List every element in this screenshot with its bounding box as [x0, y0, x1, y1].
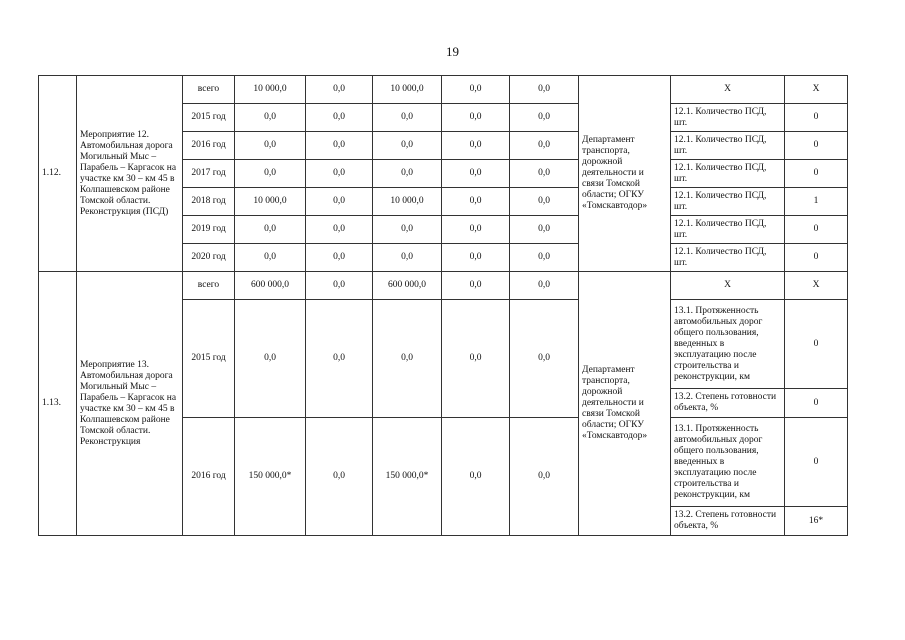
regional-funding-cell: 600 000,0 — [373, 272, 442, 300]
federal-funding-cell: 0,0 — [306, 418, 373, 536]
total-funding-cell: 0,0 — [235, 104, 306, 132]
indicator-value-cell: Х — [785, 76, 848, 104]
regional-funding-cell: 0,0 — [373, 104, 442, 132]
year-cell: 2020 год — [183, 244, 235, 272]
year-cell: 2017 год — [183, 160, 235, 188]
total-funding-cell: 600 000,0 — [235, 272, 306, 300]
indicator-cell: 13.2. Степень готовности объекта, % — [671, 507, 785, 536]
total-funding-cell: 0,0 — [235, 300, 306, 418]
local-funding-cell: 0,0 — [442, 300, 510, 418]
federal-funding-cell: 0,0 — [306, 104, 373, 132]
indicator-cell: Х — [671, 272, 785, 300]
table-row — [39, 76, 848, 104]
year-cell: 2019 год — [183, 216, 235, 244]
item-name: Мероприятие 13. Автомобильная дорога Могильный Мыс – Парабель – Каргасок на участке км 30 – км 45 в Колпашевском районе Томской области. Реконструкция — [77, 272, 183, 536]
local-funding-cell: 0,0 — [442, 244, 510, 272]
year-cell: 2016 год — [183, 132, 235, 160]
indicator-value-cell: 0 — [785, 160, 848, 188]
local-funding-cell: 0,0 — [442, 104, 510, 132]
indicator-cell: 12.1. Количество ПСД, шт. — [671, 188, 785, 216]
extrabudget-funding-cell: 0,0 — [510, 132, 579, 160]
indicator-value-cell: 0 — [785, 300, 848, 389]
total-funding-cell: 0,0 — [235, 160, 306, 188]
indicator-value-cell: 0 — [785, 132, 848, 160]
indicator-value-cell: 0 — [785, 104, 848, 132]
indicator-value-cell: 0 — [785, 389, 848, 418]
indicator-cell: 12.1. Количество ПСД, шт. — [671, 104, 785, 132]
regional-funding-cell: 0,0 — [373, 160, 442, 188]
federal-funding-cell: 0,0 — [306, 244, 373, 272]
indicator-value-cell: Х — [785, 272, 848, 300]
extrabudget-funding-cell: 0,0 — [510, 272, 579, 300]
indicator-cell: 13.2. Степень готовности объекта, % — [671, 389, 785, 418]
indicator-cell: 12.1. Количество ПСД, шт. — [671, 160, 785, 188]
local-funding-cell: 0,0 — [442, 132, 510, 160]
regional-funding-cell: 10 000,0 — [373, 188, 442, 216]
federal-funding-cell: 0,0 — [306, 132, 373, 160]
indicator-cell: 13.1. Протяженность автомобильных дорог общего пользования, введенных в эксплуатацию после строительства и реконструкции, км — [671, 418, 785, 507]
indicator-value-cell: 0 — [785, 418, 848, 507]
year-cell: 2015 год — [183, 300, 235, 418]
indicator-cell: 12.1. Количество ПСД, шт. — [671, 244, 785, 272]
program-table — [38, 75, 848, 536]
extrabudget-funding-cell: 0,0 — [510, 418, 579, 536]
indicator-value-cell: 0 — [785, 216, 848, 244]
extrabudget-funding-cell: 0,0 — [510, 216, 579, 244]
total-funding-cell: 150 000,0* — [235, 418, 306, 536]
table-row — [39, 272, 848, 300]
local-funding-cell: 0,0 — [442, 418, 510, 536]
regional-funding-cell: 10 000,0 — [373, 76, 442, 104]
year-cell: всего — [183, 76, 235, 104]
indicator-value-cell: 16* — [785, 507, 848, 536]
regional-funding-cell: 0,0 — [373, 244, 442, 272]
year-cell: всего — [183, 272, 235, 300]
extrabudget-funding-cell: 0,0 — [510, 104, 579, 132]
executor-cell: Департамент транспорта, дорожной деятельности и связи Томской области; ОГКУ «Томскавтодор» — [579, 76, 671, 272]
total-funding-cell: 10 000,0 — [235, 188, 306, 216]
year-cell: 2016 год — [183, 418, 235, 536]
indicator-value-cell: 1 — [785, 188, 848, 216]
total-funding-cell: 10 000,0 — [235, 76, 306, 104]
regional-funding-cell: 0,0 — [373, 216, 442, 244]
page-number: 19 — [446, 44, 459, 59]
indicator-cell: 12.1. Количество ПСД, шт. — [671, 216, 785, 244]
local-funding-cell: 0,0 — [442, 216, 510, 244]
indicator-value-cell: 0 — [785, 244, 848, 272]
local-funding-cell: 0,0 — [442, 76, 510, 104]
item-number: 1.12. — [39, 76, 77, 272]
regional-funding-cell: 150 000,0* — [373, 418, 442, 536]
item-name: Мероприятие 12. Автомобильная дорога Могильный Мыс – Парабель – Каргасок на участке км 30 – км 45 в Колпашевском районе Томской области. Реконструкция (ПСД) — [77, 76, 183, 272]
federal-funding-cell: 0,0 — [306, 76, 373, 104]
extrabudget-funding-cell: 0,0 — [510, 188, 579, 216]
total-funding-cell: 0,0 — [235, 244, 306, 272]
extrabudget-funding-cell: 0,0 — [510, 244, 579, 272]
local-funding-cell: 0,0 — [442, 188, 510, 216]
year-cell: 2015 год — [183, 104, 235, 132]
indicator-cell: 13.1. Протяженность автомобильных дорог общего пользования, введенных в эксплуатацию после строительства и реконструкции, км — [671, 300, 785, 389]
total-funding-cell: 0,0 — [235, 132, 306, 160]
federal-funding-cell: 0,0 — [306, 216, 373, 244]
federal-funding-cell: 0,0 — [306, 188, 373, 216]
local-funding-cell: 0,0 — [442, 272, 510, 300]
indicator-cell: Х — [671, 76, 785, 104]
federal-funding-cell: 0,0 — [306, 272, 373, 300]
total-funding-cell: 0,0 — [235, 216, 306, 244]
year-cell: 2018 год — [183, 188, 235, 216]
federal-funding-cell: 0,0 — [306, 300, 373, 418]
federal-funding-cell: 0,0 — [306, 160, 373, 188]
local-funding-cell: 0,0 — [442, 160, 510, 188]
regional-funding-cell: 0,0 — [373, 132, 442, 160]
extrabudget-funding-cell: 0,0 — [510, 160, 579, 188]
executor-cell: Департамент транспорта, дорожной деятельности и связи Томской области; ОГКУ «Томскавтодор» — [579, 272, 671, 536]
extrabudget-funding-cell: 0,0 — [510, 76, 579, 104]
regional-funding-cell: 0,0 — [373, 300, 442, 418]
indicator-cell: 12.1. Количество ПСД, шт. — [671, 132, 785, 160]
item-number: 1.13. — [39, 272, 77, 536]
extrabudget-funding-cell: 0,0 — [510, 300, 579, 418]
